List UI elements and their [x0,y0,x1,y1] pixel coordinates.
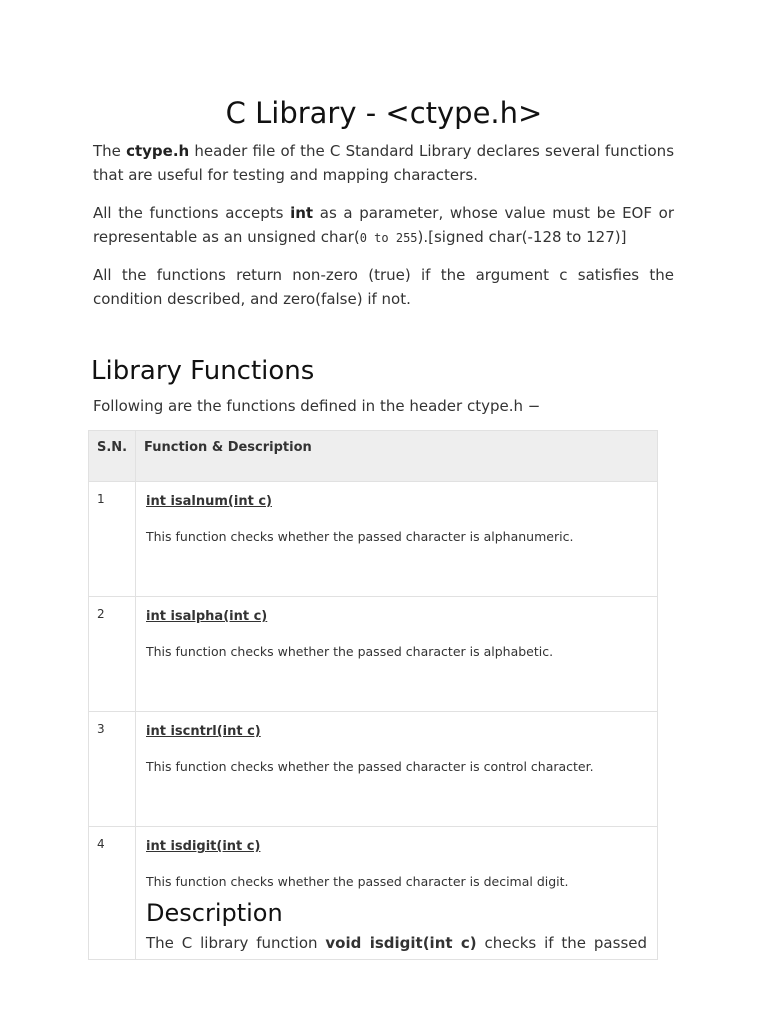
function-link[interactable]: int isalpha(int c) [146,609,268,624]
text: as a parameter, whose value must be EOF or representable as an unsigned char( [93,204,674,246]
functions-table [88,430,658,960]
intro-paragraph-2 [93,201,674,250]
bold-term: ctype.h [126,142,190,160]
function-link[interactable]: int isalnum(int c) [146,494,272,509]
table-row [89,482,658,597]
section-intro: Following are the functions defined in the header ctype.h − [93,397,541,415]
column-header-function: Function & Description [136,431,658,482]
code-snippet: 0 to 255 [359,231,418,245]
intro-paragraph-1 [93,139,674,187]
row-number: 1 [89,482,136,597]
function-description: This function checks whether the passed character is alphanumeric. [146,529,574,544]
text: header file of the C Standard Library declares several functions that are useful for testing and mapping characters. [93,142,675,184]
function-cell [136,597,658,712]
function-description: This function checks whether the passed character is control character. [146,759,594,774]
bold-term: void isdigit(int c) [325,934,477,952]
text: The C library function [146,934,326,952]
row-number: 2 [89,597,136,712]
function-description: This function checks whether the passed character is alphabetic. [146,644,554,659]
function-cell [136,712,658,827]
function-cell [136,827,658,960]
function-description: This function checks whether the passed character is decimal digit. [146,874,569,889]
page-title: C Library - <ctype.h> [225,96,543,130]
text: All the functions accepts [93,204,291,222]
table-header-row [89,431,658,482]
section-heading: Library Functions [91,356,315,386]
intro-paragraph-3: All the functions return non-zero (true) if the argument c satisfies the condition described, and zero(false) if not. [93,266,674,308]
table-row [89,597,658,712]
row-number: 4 [89,827,136,960]
text: ).[signed char(-128 to 127)] [417,228,627,246]
text: checks if the passed [476,934,648,952]
function-link[interactable]: int isdigit(int c) [146,839,261,854]
table-row [89,712,658,827]
bold-term: int [290,204,314,222]
text: The [93,142,127,160]
column-header-sn: S.N. [89,431,136,482]
function-link[interactable]: int iscntrl(int c) [146,724,261,739]
row-number: 3 [89,712,136,827]
description-heading: Description [146,899,283,927]
table-row [89,827,658,960]
description-paragraph [146,933,647,959]
function-cell [136,482,658,597]
